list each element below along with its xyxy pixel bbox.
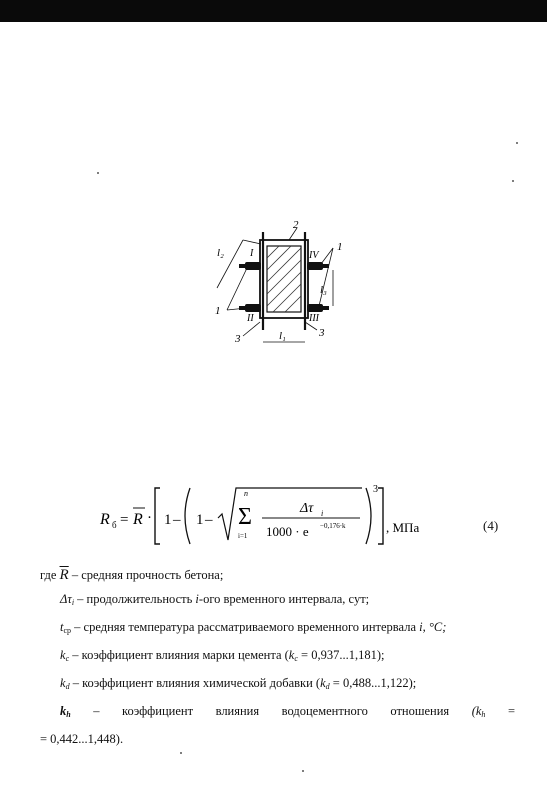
def-kd-range: = 0,488...1,122); — [329, 676, 417, 690]
sum-bottom: i=1 — [238, 532, 248, 540]
def-kh-paren-sub: h — [481, 710, 486, 719]
def-line-dtau — [40, 587, 510, 615]
scan-speck — [516, 142, 518, 144]
def-kh-word-1: коэффициент — [122, 704, 194, 718]
sum-top: n — [244, 489, 248, 498]
formula-equals: = — [120, 512, 129, 528]
def-kh-paren-k: (k — [471, 704, 482, 718]
scan-speck — [302, 770, 304, 772]
def-kc-sub: c — [65, 654, 70, 663]
def-kc-range: = 0,937...1,181); — [297, 648, 385, 662]
label-3-right: 3 — [319, 327, 325, 339]
formula-lhs-sub: б — [112, 520, 117, 530]
label-l3: l₃ — [320, 284, 327, 296]
scan-speck — [180, 752, 182, 754]
def-kd-symbol: k — [60, 676, 66, 690]
def-kh-word-4: отношения — [390, 704, 450, 718]
def-line-t — [40, 615, 510, 643]
sensors — [239, 262, 329, 312]
def-kd-sub-2: d — [325, 682, 330, 691]
def-t-symbol: t — [60, 620, 64, 634]
formula-dot: · — [147, 510, 152, 526]
label-I: I — [250, 248, 254, 259]
def-kh-range: = 0,442...1,448). — [40, 732, 124, 746]
def-t-sub: ср — [63, 626, 72, 635]
def-kh-word-3: водоцементного — [281, 704, 368, 718]
specimen-sensor-diagram — [205, 218, 365, 353]
def-kd-symbol-2: k — [320, 676, 326, 690]
formula-minus: – — [173, 512, 181, 528]
frac-numerator-sub: i — [321, 509, 324, 518]
def-line-kh — [40, 699, 515, 727]
frac-numerator: Δτ — [300, 501, 314, 516]
def-kh-dash: – — [93, 704, 100, 718]
formula-power: 3 — [373, 484, 378, 495]
formula-rbar: R — [133, 511, 143, 528]
def-t-i: i, — [419, 620, 429, 634]
sum-sign: Σ — [238, 504, 252, 530]
label-1-right: 1 — [337, 241, 343, 253]
def-dtau-text-a: – продолжительность — [74, 592, 196, 606]
label-II: II — [247, 313, 254, 324]
def-kd-text: – коэффициент влияния химической добавки ( — [69, 676, 321, 690]
specimen-hatching — [267, 246, 301, 312]
def-dtau-i: i — [195, 592, 199, 606]
formula-lhs: R — [100, 511, 110, 528]
bracket-left — [155, 488, 160, 544]
scan-speck — [97, 172, 99, 174]
def-kh-symbol: k — [60, 704, 67, 718]
definitions-list — [40, 563, 515, 751]
label-3-left: 3 — [235, 333, 241, 345]
equation-number: (4) — [483, 518, 499, 533]
bracket-right — [378, 488, 383, 544]
def-kc-symbol-2: k — [288, 648, 295, 662]
def-kh-sub: h — [66, 710, 71, 719]
def-line-kh-range — [40, 727, 510, 751]
def-line-kd — [40, 671, 510, 699]
def-t-unit: °C; — [428, 620, 447, 634]
formula-minus-2: – — [205, 512, 213, 528]
def-r-symbol: $\overline{R}$ — [59, 567, 69, 583]
label-l1: l₁ — [279, 330, 286, 342]
label-2: 2 — [293, 219, 299, 231]
def-kh-equals: = — [507, 704, 515, 718]
def-dtau-symbol: Δτ — [60, 592, 72, 606]
def-dtau-text-b: -ого временного интервала, сут; — [198, 592, 370, 606]
formula-one-2: 1 — [196, 512, 204, 528]
paren-left — [185, 488, 190, 544]
frac-denominator-exp: −0,176·k — [320, 522, 346, 530]
frac-denominator: 1000 · e — [266, 524, 309, 539]
def-kc-symbol: k — [60, 648, 66, 662]
scan-speck — [512, 180, 514, 182]
def-line-kc — [40, 643, 510, 671]
def-kd-sub: d — [65, 682, 70, 691]
def-where: где — [40, 568, 60, 582]
def-kc-sub-2: c — [294, 654, 298, 663]
strength-formula — [0, 468, 547, 548]
label-IV: IV — [309, 250, 319, 261]
label-1-left: 1 — [215, 305, 221, 317]
label-l2: l₂ — [217, 247, 224, 259]
def-t-text: – средняя температура рассматриваемого временного интервала — [71, 620, 420, 634]
def-dtau-sub: i — [71, 598, 75, 607]
def-kc-text: – коэффициент влияния марки цемента ( — [69, 648, 289, 662]
def-r-text: – средняя прочность бетона; — [68, 568, 224, 582]
paren-right — [366, 488, 371, 544]
def-line-r — [40, 563, 510, 587]
formula-one: 1 — [164, 512, 172, 528]
formula-unit: , МПа — [386, 520, 420, 535]
scan-top-dark-band — [0, 0, 547, 22]
def-kh-word-2: влияния — [215, 704, 260, 718]
label-III: III — [309, 313, 319, 324]
specimen-core — [267, 246, 301, 312]
